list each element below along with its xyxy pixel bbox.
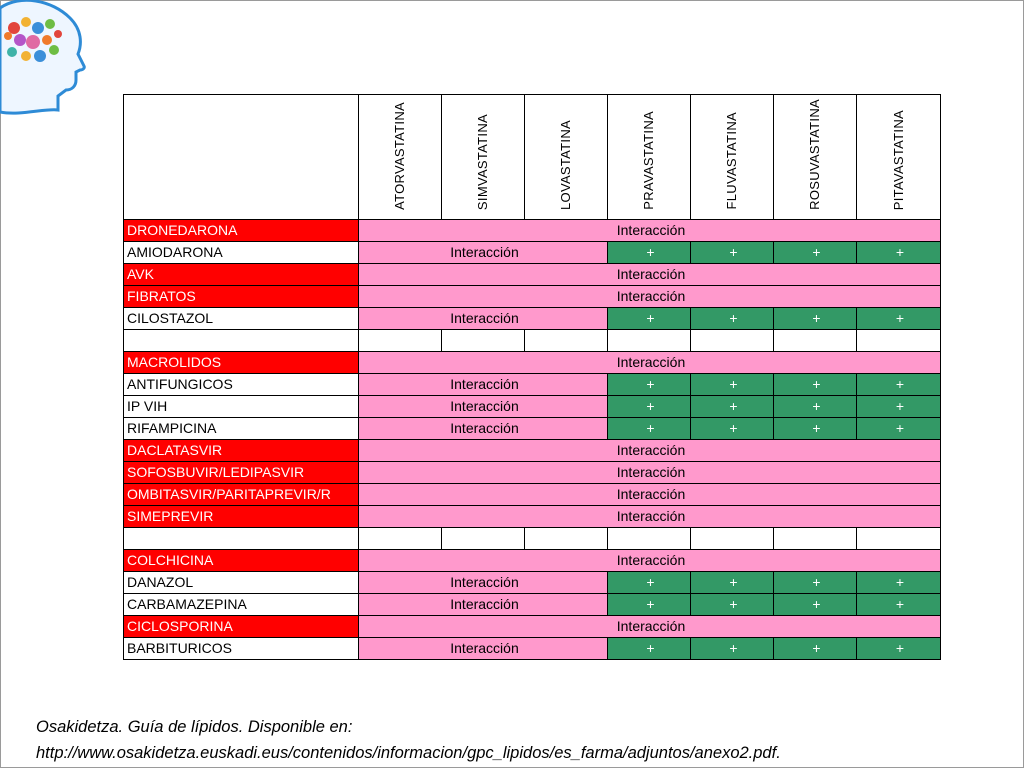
row-label: SOFOSBUVIR/LEDIPASVIR (124, 461, 359, 483)
statin-interaction-table (123, 94, 941, 660)
interaction-cell: Interacción (359, 285, 941, 307)
safe-plus-cell: + (608, 373, 691, 395)
col-header-simvastatina: SIMVASTATINA (442, 95, 525, 220)
header-row (124, 95, 941, 220)
safe-plus-cell: + (857, 373, 941, 395)
row-label: AVK (124, 263, 359, 285)
interaction-cell: Interacción (359, 637, 608, 659)
row-label: CARBAMAZEPINA (124, 593, 359, 615)
blank-cell (525, 329, 608, 351)
row-label: BARBITURICOS (124, 637, 359, 659)
interaction-cell: Interacción (359, 439, 941, 461)
safe-plus-cell: + (774, 241, 857, 263)
table-row (124, 461, 941, 483)
table-row (124, 549, 941, 571)
row-label: RIFAMPICINA (124, 417, 359, 439)
col-header-fluvastatina: FLUVASTATINA (691, 95, 774, 220)
blank-cell (608, 527, 691, 549)
blank-cell (857, 527, 941, 549)
safe-plus-cell: + (608, 593, 691, 615)
interaction-cell: Interacción (359, 417, 608, 439)
safe-plus-cell: + (691, 417, 774, 439)
safe-plus-cell: + (857, 395, 941, 417)
blank-cell (359, 329, 442, 351)
table-row (124, 615, 941, 637)
table-body (124, 219, 941, 659)
safe-plus-cell: + (608, 637, 691, 659)
header-corner-cell (124, 95, 359, 220)
safe-plus-cell: + (691, 637, 774, 659)
row-label: FIBRATOS (124, 285, 359, 307)
blank-cell (359, 527, 442, 549)
safe-plus-cell: + (774, 593, 857, 615)
blank-cell (774, 527, 857, 549)
col-header-rosuvastatina: ROSUVASTATINA (774, 95, 857, 220)
row-label: OMBITASVIR/PARITAPREVIR/R (124, 483, 359, 505)
table-row (124, 637, 941, 659)
safe-plus-cell: + (774, 417, 857, 439)
table-row (124, 329, 941, 351)
blank-cell (442, 329, 525, 351)
safe-plus-cell: + (608, 307, 691, 329)
safe-plus-cell: + (608, 395, 691, 417)
safe-plus-cell: + (774, 571, 857, 593)
table-row (124, 483, 941, 505)
table-row (124, 373, 941, 395)
safe-plus-cell: + (774, 637, 857, 659)
interaction-cell: Interacción (359, 505, 941, 527)
interaction-cell: Interacción (359, 219, 941, 241)
row-label: SIMEPREVIR (124, 505, 359, 527)
safe-plus-cell: + (691, 571, 774, 593)
safe-plus-cell: + (857, 417, 941, 439)
safe-plus-cell: + (857, 593, 941, 615)
row-label (124, 527, 359, 549)
head-profile-brain-icon (0, 0, 110, 130)
interaction-cell: Interacción (359, 307, 608, 329)
table-row (124, 219, 941, 241)
interaction-cell: Interacción (359, 263, 941, 285)
row-label: MACROLIDOS (124, 351, 359, 373)
interaction-cell: Interacción (359, 571, 608, 593)
table-row (124, 395, 941, 417)
interaction-cell: Interacción (359, 373, 608, 395)
safe-plus-cell: + (691, 241, 774, 263)
safe-plus-cell: + (857, 241, 941, 263)
table-row (124, 307, 941, 329)
row-label: COLCHICINA (124, 549, 359, 571)
table-row (124, 285, 941, 307)
table-row (124, 351, 941, 373)
interaction-cell: Interacción (359, 615, 941, 637)
table-row (124, 263, 941, 285)
col-header-atorvastatina: ATORVASTATINA (359, 95, 442, 220)
row-label: CILOSTAZOL (124, 307, 359, 329)
safe-plus-cell: + (774, 307, 857, 329)
reference-line-2: http://www.osakidetza.euskadi.eus/contenidos/informacion/gpc_lipidos/es_farma/adjuntos/anexo2.pdf. (36, 744, 781, 762)
safe-plus-cell: + (857, 637, 941, 659)
row-label: DRONEDARONA (124, 219, 359, 241)
row-label: AMIODARONA (124, 241, 359, 263)
reference-line-1: Osakidetza. Guía de lípidos. Disponible en: (36, 718, 353, 736)
interaction-cell: Interacción (359, 483, 941, 505)
interaction-cell: Interacción (359, 461, 941, 483)
interaction-cell: Interacción (359, 549, 941, 571)
blank-cell (857, 329, 941, 351)
reference-citation (36, 714, 781, 766)
col-header-pitavastatina: PITAVASTATINA (857, 95, 941, 220)
blank-cell (691, 329, 774, 351)
table-row (124, 505, 941, 527)
safe-plus-cell: + (857, 307, 941, 329)
interaction-cell: Interacción (359, 395, 608, 417)
row-label: ANTIFUNGICOS (124, 373, 359, 395)
safe-plus-cell: + (691, 395, 774, 417)
interaction-cell: Interacción (359, 593, 608, 615)
safe-plus-cell: + (691, 373, 774, 395)
table-row (124, 417, 941, 439)
table-row (124, 241, 941, 263)
row-label: DACLATASVIR (124, 439, 359, 461)
safe-plus-cell: + (774, 395, 857, 417)
safe-plus-cell: + (608, 241, 691, 263)
row-label: IP VIH (124, 395, 359, 417)
col-header-pravastatina: PRAVASTATINA (608, 95, 691, 220)
safe-plus-cell: + (774, 373, 857, 395)
safe-plus-cell: + (857, 571, 941, 593)
table-row (124, 439, 941, 461)
table-row (124, 571, 941, 593)
row-label (124, 329, 359, 351)
interaction-cell: Interacción (359, 351, 941, 373)
safe-plus-cell: + (608, 417, 691, 439)
safe-plus-cell: + (608, 571, 691, 593)
row-label: DANAZOL (124, 571, 359, 593)
safe-plus-cell: + (691, 593, 774, 615)
blank-cell (442, 527, 525, 549)
interaction-cell: Interacción (359, 241, 608, 263)
blank-cell (608, 329, 691, 351)
safe-plus-cell: + (691, 307, 774, 329)
blank-cell (525, 527, 608, 549)
blank-cell (774, 329, 857, 351)
table-row (124, 593, 941, 615)
col-header-lovastatina: LOVASTATINA (525, 95, 608, 220)
row-label: CICLOSPORINA (124, 615, 359, 637)
table-row (124, 527, 941, 549)
blank-cell (691, 527, 774, 549)
